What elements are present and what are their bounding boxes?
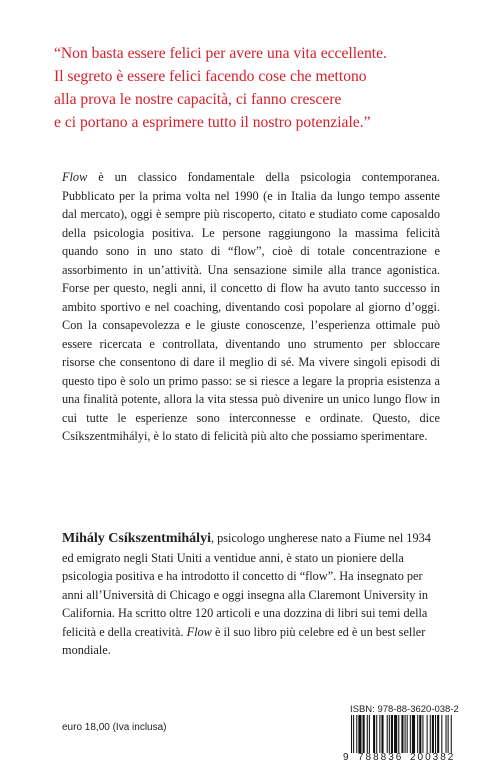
barcode-right-digits: 200382: [410, 752, 456, 763]
description-paragraph: [62, 168, 440, 446]
barcode-left-digits: 788836: [358, 752, 404, 763]
bio-text-end: è il suo libro più celebre ed è un best seller mondiale.: [62, 624, 426, 657]
barcode-bar: [373, 715, 375, 753]
barcode-bar: [405, 715, 406, 753]
barcode-bar: [407, 715, 408, 753]
barcode-first-digit: 9: [343, 752, 349, 763]
bio-paragraph: [62, 529, 440, 660]
barcode-bar: [427, 715, 428, 753]
isbn-label: ISBN: 978-88-3620-038-2: [350, 704, 459, 715]
barcode-bar: [422, 715, 423, 753]
description-text: è un classico fondamentale della psicologia contemporanea. Pubblicato per la prima volta nel 1990 (e in Italia da lungo tempo assente dal mercato), oggi è sempre più riscoperto, citato e studiato come caposaldo della psicologia positiva. Le persone raggiungono la massima felicità quando sono in uno stato di “flow”, cioè di totale concentrazione e assorbimento in un’attività. Una sensazione simile alla trance agonistica. Forse per questo, negli anni, il concetto di flow ha avuto tanto successo in ambito sportivo e nel coaching, diventando così popolare al giorno d’oggi. Con la consapevolezza e le giuste conoscenze, l’esperienza ottimale può essere ricercata e controllata, diventando uno strumento per sbloccare risorse che consentono di dare il meglio di sé. Ma vivere singoli episodi di questo tipo è solo un primo passo: se si riesce a legare la propria esistenza a una finalità potente, allora la vita stessa può divenire un unico lungo flow in cui tutte le esperienze sono interconnesse e ordinate. Questo, dice Csíkszentmihályi, è lo stato di felicità più alto che possiamo sperimentare.: [62, 170, 440, 443]
barcode-bar: [448, 715, 449, 753]
book-title-italic: Flow: [186, 624, 212, 639]
quote-line: e ci portano a esprimere tutto il nostro potenziale.”: [54, 114, 371, 131]
barcode-bar: [398, 715, 399, 753]
barcode-bar: [376, 715, 377, 753]
barcode-bar: [419, 715, 421, 753]
barcode-bar: [417, 715, 418, 753]
book-title-italic: Flow: [62, 170, 88, 184]
barcode-bar: [401, 715, 403, 753]
barcode-bar: [410, 715, 411, 753]
pull-quote: [54, 42, 464, 134]
barcode-bar: [451, 715, 452, 753]
barcode-bar: [437, 715, 439, 753]
barcode-bar: [435, 715, 436, 753]
barcode-bar: [412, 715, 415, 753]
barcode-bar: [369, 715, 370, 753]
barcode-bar: [430, 715, 431, 753]
barcode-bar: [356, 715, 357, 753]
barcode-bar: [381, 715, 383, 753]
barcode-bar: [391, 715, 393, 753]
barcode-bar: [389, 715, 390, 753]
barcode-bar: [358, 715, 361, 753]
barcode-bar: [446, 715, 447, 753]
barcode-bar: [441, 715, 442, 753]
book-description: [62, 168, 440, 446]
barcode-bar: [363, 715, 365, 753]
barcode-bar: [367, 715, 368, 753]
barcode-bar: [387, 715, 388, 753]
author-bio: [62, 529, 440, 660]
quote-line: “Non basta essere felici per avere una vita eccellente.: [54, 45, 387, 62]
bio-text: , psicologo ungherese nato a Fiume nel 1934 ed emigrato negli Stati Uniti a ventidue anni, è stato un pioniere della psicologia positiva e ha introdotto il concetto di “flow”. Ha insegnato per anni all’Università di Chicago e oggi insegna alla Claremont University in California. Ha scritto oltre 120 articoli e una dozzina di libri sui temi della felicità e della creatività.: [62, 531, 431, 639]
barcode-bar: [379, 715, 380, 753]
barcode-bar: [394, 715, 397, 753]
barcode-icon: [343, 715, 461, 757]
barcode-bar: [432, 715, 434, 753]
barcode-bar: [351, 715, 352, 753]
barcode-bar: [353, 715, 354, 753]
price-label: euro 18,00 (Iva inclusa): [62, 722, 167, 733]
quote-line: Il segreto è essere felici facendo cose che mettono: [54, 68, 367, 85]
quote-line: alla prova le nostre capacità, ci fanno crescere: [54, 91, 342, 108]
author-name: Mihály Csíkszentmihályi: [62, 531, 211, 546]
